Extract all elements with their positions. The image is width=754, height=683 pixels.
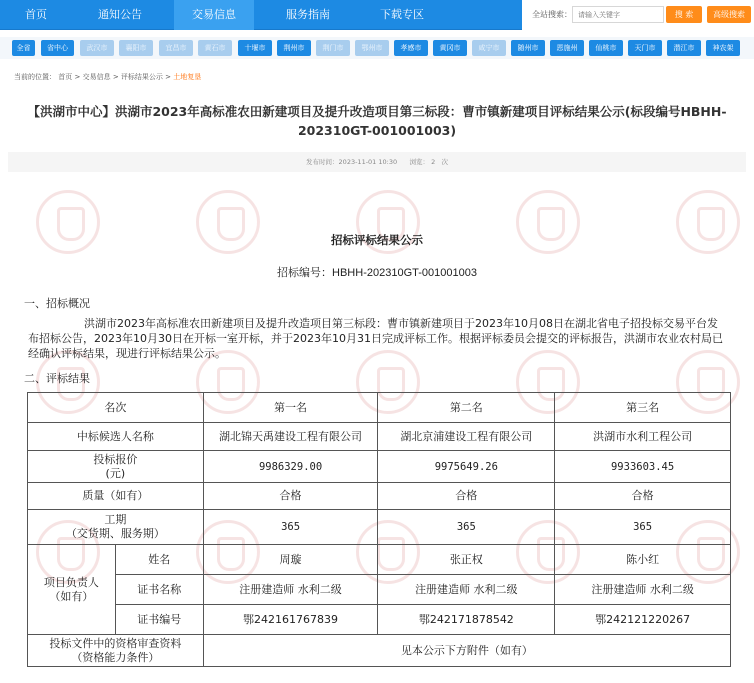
table-cell: 鄂242161767839 [203, 605, 378, 635]
city-tab[interactable]: 十堰市 [238, 40, 272, 56]
views-label: 浏览： [409, 158, 430, 166]
row-label-line: 投标文件中的资格审查资料 [49, 636, 182, 650]
top-nav [0, 0, 754, 30]
table-row [28, 605, 731, 635]
breadcrumb-sep: > [165, 73, 172, 81]
table-cell: 合格 [378, 483, 555, 510]
city-tab[interactable]: 武汉市 [80, 40, 114, 56]
results-table [27, 392, 731, 667]
breadcrumb-item[interactable]: 评标结果公示 [120, 73, 163, 81]
breadcrumb-item[interactable]: 首页 [58, 73, 73, 81]
table-row [28, 510, 731, 545]
row-label-line: 工期 [104, 513, 127, 526]
section-heading: 一、招标概况 [24, 297, 90, 310]
table-cell: 湖北锦天禹建设工程有限公司 [203, 423, 378, 451]
table-row [28, 393, 731, 423]
table-cell: 鄂242171878542 [378, 605, 555, 635]
table-cell: 周璇 [203, 545, 378, 575]
row-label: 姓名 [115, 545, 203, 575]
publish-time-label: 发布时间： [306, 158, 339, 166]
row-label: 证书编号 [115, 605, 203, 635]
table-header: 第二名 [378, 393, 555, 423]
city-tab[interactable]: 神农架 [706, 40, 740, 56]
table-cell: 湖北京浦建设工程有限公司 [378, 423, 555, 451]
table-cell: 注册建造师 水利二级 [203, 575, 378, 605]
city-tab[interactable]: 宜昌市 [159, 40, 193, 56]
table-cell: 洪湖市水利工程公司 [555, 423, 731, 451]
row-label-line: （如有） [49, 589, 94, 603]
table-cell: 365 [378, 510, 555, 545]
row-label-line: （资格能力条件） [71, 650, 160, 664]
city-tab[interactable]: 荆门市 [316, 40, 350, 56]
city-tab[interactable]: 潜江市 [667, 40, 701, 56]
table-cell: 9986329.00 [203, 451, 378, 483]
row-label-line: （交货期、服务期） [65, 527, 165, 540]
breadcrumb-label: 当前的位置： [14, 73, 56, 81]
page-title: 【洪湖市中心】洪湖市2023年高标准农田新建项目及提升改造项目第三标段：曹市镇新建项目评标结果公示(标段编号HBHH-202310GT-001001003) [27, 104, 727, 138]
row-label [28, 635, 204, 667]
row-label: 证书名称 [115, 575, 203, 605]
city-tab[interactable]: 仙桃市 [589, 40, 623, 56]
publish-time: 2023-11-01 10:30 [338, 158, 398, 166]
table-cell: 注册建造师 水利二级 [555, 575, 731, 605]
row-label-line: 项目负责人 [43, 575, 99, 589]
city-tab[interactable]: 襄阳市 [119, 40, 153, 56]
city-tab[interactable]: 天门市 [628, 40, 662, 56]
views-unit: 次 [441, 158, 448, 166]
table-row [28, 483, 731, 510]
city-tab[interactable]: 咸宁市 [472, 40, 506, 56]
city-tab[interactable]: 鄂州市 [355, 40, 389, 56]
table-cell: 合格 [203, 483, 378, 510]
city-tab[interactable]: 省中心 [41, 40, 74, 56]
row-label [28, 510, 204, 545]
city-tab[interactable]: 黄石市 [198, 40, 232, 56]
table-cell: 陈小红 [555, 545, 731, 575]
table-header: 第一名 [203, 393, 378, 423]
breadcrumb-current[interactable]: 土地复垦 [173, 73, 202, 81]
table-cell: 365 [555, 510, 731, 545]
table-cell: 张正权 [378, 545, 555, 575]
doc-heading: 招标评标结果公示 [331, 233, 423, 247]
table-row [28, 423, 731, 451]
table-header: 名次 [28, 393, 204, 423]
table-cell: 注册建造师 水利二级 [378, 575, 555, 605]
table-cell: 365 [203, 510, 378, 545]
city-tab[interactable]: 恩施州 [550, 40, 584, 56]
breadcrumb [14, 72, 201, 82]
doc-paragraph: 洪湖市2023年高标准农田新建项目及提升改造项目第三标段：曹市镇新建项目于2023年10月08日在湖北省电子招投标交易平台发布招标公告，2023年10月30日在开标一室开标，并于2023年10月31日完成评标工作。根据评标委员会提交的评标报告，洪湖市农业农村局已经确认评标结果，现进行评标结果公示。 [28, 317, 723, 360]
city-tab[interactable]: 全省 [12, 40, 35, 56]
table-cell: 9975649.26 [378, 451, 555, 483]
section-heading: 二、评标结果 [24, 372, 90, 385]
table-row [28, 575, 731, 605]
row-label-line: (元) [105, 466, 126, 480]
nav-trade-info[interactable]: 交易信息 [174, 0, 254, 30]
search-input[interactable] [572, 6, 664, 23]
table-cell: 见本公示下方附件（如有） [203, 635, 730, 667]
row-label [28, 451, 204, 483]
table-row [28, 635, 731, 667]
city-tab[interactable]: 孝感市 [394, 40, 428, 56]
nav-home[interactable]: 首页 [25, 8, 47, 21]
breadcrumb-item[interactable]: 交易信息 [82, 73, 111, 81]
nav-downloads[interactable]: 下载专区 [380, 8, 424, 21]
search-button[interactable]: 搜 索 [666, 6, 702, 23]
table-header: 第三名 [555, 393, 731, 423]
nav-notices[interactable]: 通知公告 [98, 8, 142, 21]
city-tab[interactable]: 黄冈市 [433, 40, 467, 56]
row-label: 中标候选人名称 [28, 423, 204, 451]
breadcrumb-sep: > [112, 73, 119, 81]
table-cell: 鄂242121220267 [555, 605, 731, 635]
publish-info-bar [8, 152, 746, 172]
row-label-line: 投标报价 [93, 452, 138, 466]
city-tab[interactable]: 荆州市 [277, 40, 311, 56]
row-label: 质量（如有） [28, 483, 204, 510]
table-cell: 合格 [555, 483, 731, 510]
table-row [28, 545, 731, 575]
city-tab[interactable]: 随州市 [511, 40, 545, 56]
search-label: 全站搜索： [532, 10, 572, 19]
views-count: 2 [431, 158, 436, 166]
table-cell: 9933603.45 [555, 451, 731, 483]
advanced-search-button[interactable]: 高级搜索 [707, 6, 751, 23]
breadcrumb-sep: > [74, 73, 81, 81]
table-row [28, 451, 731, 483]
nav-service-guide[interactable]: 服务指南 [286, 8, 330, 21]
row-label [28, 545, 116, 635]
doc-code: 招标编号：HBHH-202310GT-001001003 [277, 267, 477, 279]
